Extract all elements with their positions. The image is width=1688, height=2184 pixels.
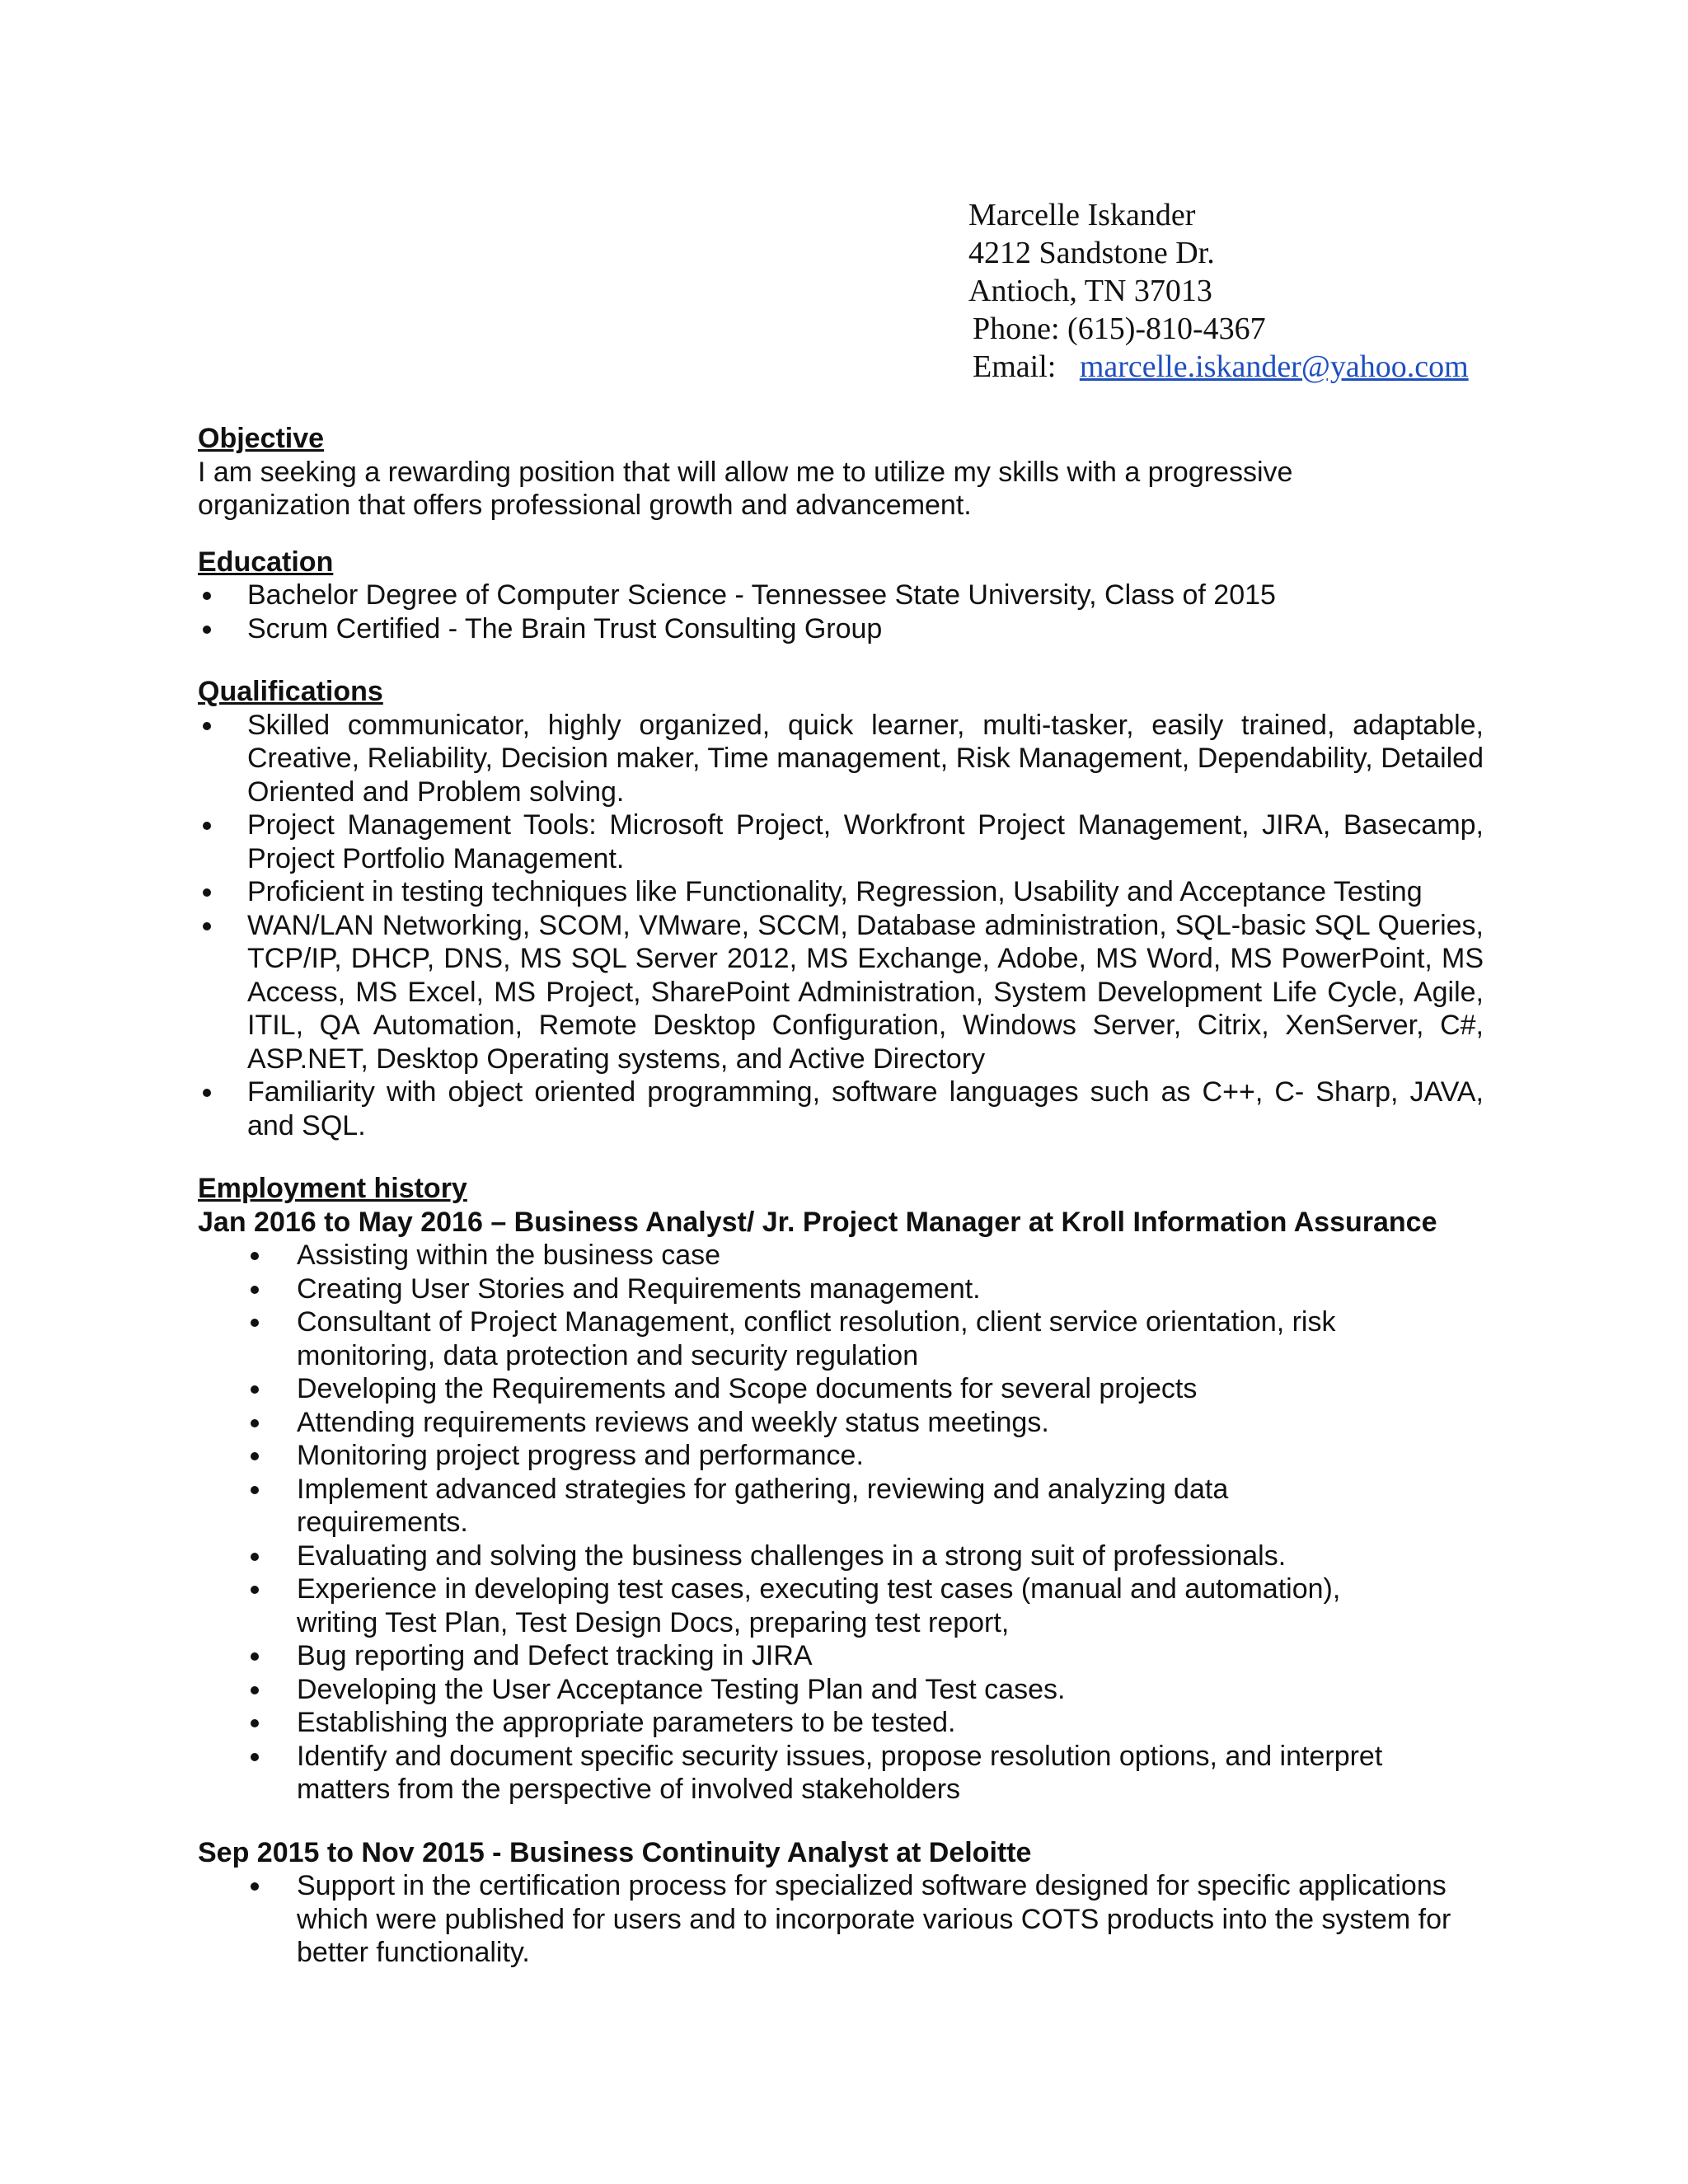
deloitte-duties-list (198, 1869, 1484, 1970)
contact-email-line (968, 348, 1469, 386)
list-item: Project Management Tools: Microsoft Project, Workfront Project Management, JIRA, Basecamp, Project Portfolio Management. (198, 808, 1484, 875)
kroll-duties-list (198, 1239, 1385, 1807)
bullet-icon (251, 1753, 259, 1761)
bullet-icon (203, 822, 211, 830)
list-item: Consultant of Project Management, conflict resolution, client service orientation, risk monitoring, data protection and security regulation (198, 1305, 1385, 1372)
employment-heading: Employment history (198, 1173, 467, 1204)
bullet-icon (251, 1586, 259, 1594)
list-item: Assisting within the business case (198, 1239, 1385, 1272)
qualifications-heading: Qualifications (198, 676, 383, 707)
list-item: Proficient in testing techniques like Functionality, Regression, Usability and Acceptance Testing (198, 875, 1484, 909)
bullet-icon (251, 1319, 259, 1327)
list-item: Bug reporting and Defect tracking in JIRA (198, 1639, 1385, 1673)
list-item: Creating User Stories and Requirements management. (198, 1272, 1385, 1306)
bullet-icon (203, 922, 211, 930)
contact-block (968, 196, 1469, 386)
job-title-kroll: Jan 2016 to May 2016 – Business Analyst/ Jr. Project Manager at Kroll Information Assurance (198, 1206, 1437, 1238)
bullet-icon (203, 1089, 211, 1097)
bullet-icon (251, 1452, 259, 1460)
objective-heading: Objective (198, 423, 325, 454)
list-item: WAN/LAN Networking, SCOM, VMware, SCCM, Database administration, SQL-basic SQL Queries, TCP/IP, DHCP, DNS, MS SQL Server 2012, MS Exchange, Adobe, MS Word, MS PowerPoint, MS Access, MS Excel, MS Project, SharePoint Administration, System Development Life Cycle, Agile, ITIL, QA Automation, Remote Desktop Configuration, Windows Server, Citrix, XenServer, C#, ASP.NET, Desktop Operating systems, and Active Directory (198, 909, 1484, 1076)
qualifications-list (198, 709, 1484, 1143)
list-item: Developing the User Acceptance Testing Plan and Test cases. (198, 1673, 1385, 1707)
bullet-icon (203, 592, 211, 600)
list-item: Monitoring project progress and performance. (198, 1439, 1385, 1473)
bullet-icon (251, 1252, 259, 1260)
contact-city: Antioch, TN 37013 (968, 274, 1212, 308)
bullet-icon (251, 1686, 259, 1694)
list-item: Familiarity with object oriented programming, software languages such as C++, C- Sharp, JAVA, and SQL. (198, 1076, 1484, 1142)
bullet-icon (251, 1882, 259, 1891)
bullet-icon (251, 1652, 259, 1661)
contact-email-link[interactable]: marcelle.iskander@yahoo.com (1079, 349, 1469, 384)
bullet-icon (203, 722, 211, 730)
list-item: Developing the Requirements and Scope documents for several projects (198, 1372, 1385, 1406)
list-item: Establishing the appropriate parameters to be tested. (198, 1706, 1385, 1740)
contact-email-label: Email: (973, 349, 1057, 384)
list-item: Bachelor Degree of Computer Science - Tennessee State University, Class of 2015 (198, 579, 1484, 612)
resume-body (198, 422, 1484, 1970)
bullet-icon (251, 1486, 259, 1494)
job-title-deloitte: Sep 2015 to Nov 2015 - Business Continuity Analyst at Deloitte (198, 1836, 1032, 1868)
bullet-icon (251, 1286, 259, 1294)
bullet-icon (203, 626, 211, 634)
list-item: Experience in developing test cases, executing test cases (manual and automation), writing Test Plan, Test Design Docs, preparing test report, (198, 1572, 1385, 1639)
education-list (198, 579, 1484, 645)
list-item: Support in the certification process for specialized software designed for specific applications which were published for users and to incorporate various COTS products into the system for better functionality. (198, 1869, 1484, 1970)
bullet-icon (251, 1419, 259, 1427)
list-item: Evaluating and solving the business challenges in a strong suit of professionals. (198, 1540, 1385, 1573)
list-item: Implement advanced strategies for gathering, reviewing and analyzing data requirements. (198, 1473, 1385, 1540)
list-item: Scrum Certified - The Brain Trust Consulting Group (198, 612, 1484, 646)
contact-street: 4212 Sandstone Dr. (968, 236, 1215, 270)
list-item: Attending requirements reviews and weekly status meetings. (198, 1406, 1385, 1440)
contact-name: Marcelle Iskander (968, 198, 1196, 232)
bullet-icon (203, 888, 211, 897)
contact-phone: Phone: (615)-810-4367 (973, 312, 1266, 346)
bullet-icon (251, 1385, 259, 1394)
list-item: Identify and document specific security issues, propose resolution options, and interpret matters from the perspective of involved stakeholders (198, 1740, 1385, 1807)
bullet-icon (251, 1553, 259, 1561)
list-item: Skilled communicator, highly organized, quick learner, multi-tasker, easily trained, adaptable, Creative, Reliability, Decision maker, Time management, Risk Management, Dependability, Detailed Oriented and Problem solving. (198, 709, 1484, 809)
bullet-icon (251, 1719, 259, 1727)
education-heading: Education (198, 546, 334, 578)
objective-text: I am seeking a rewarding position that will allow me to utilize my skills with a progressive organization that offers professional growth and advancement. (198, 456, 1293, 521)
